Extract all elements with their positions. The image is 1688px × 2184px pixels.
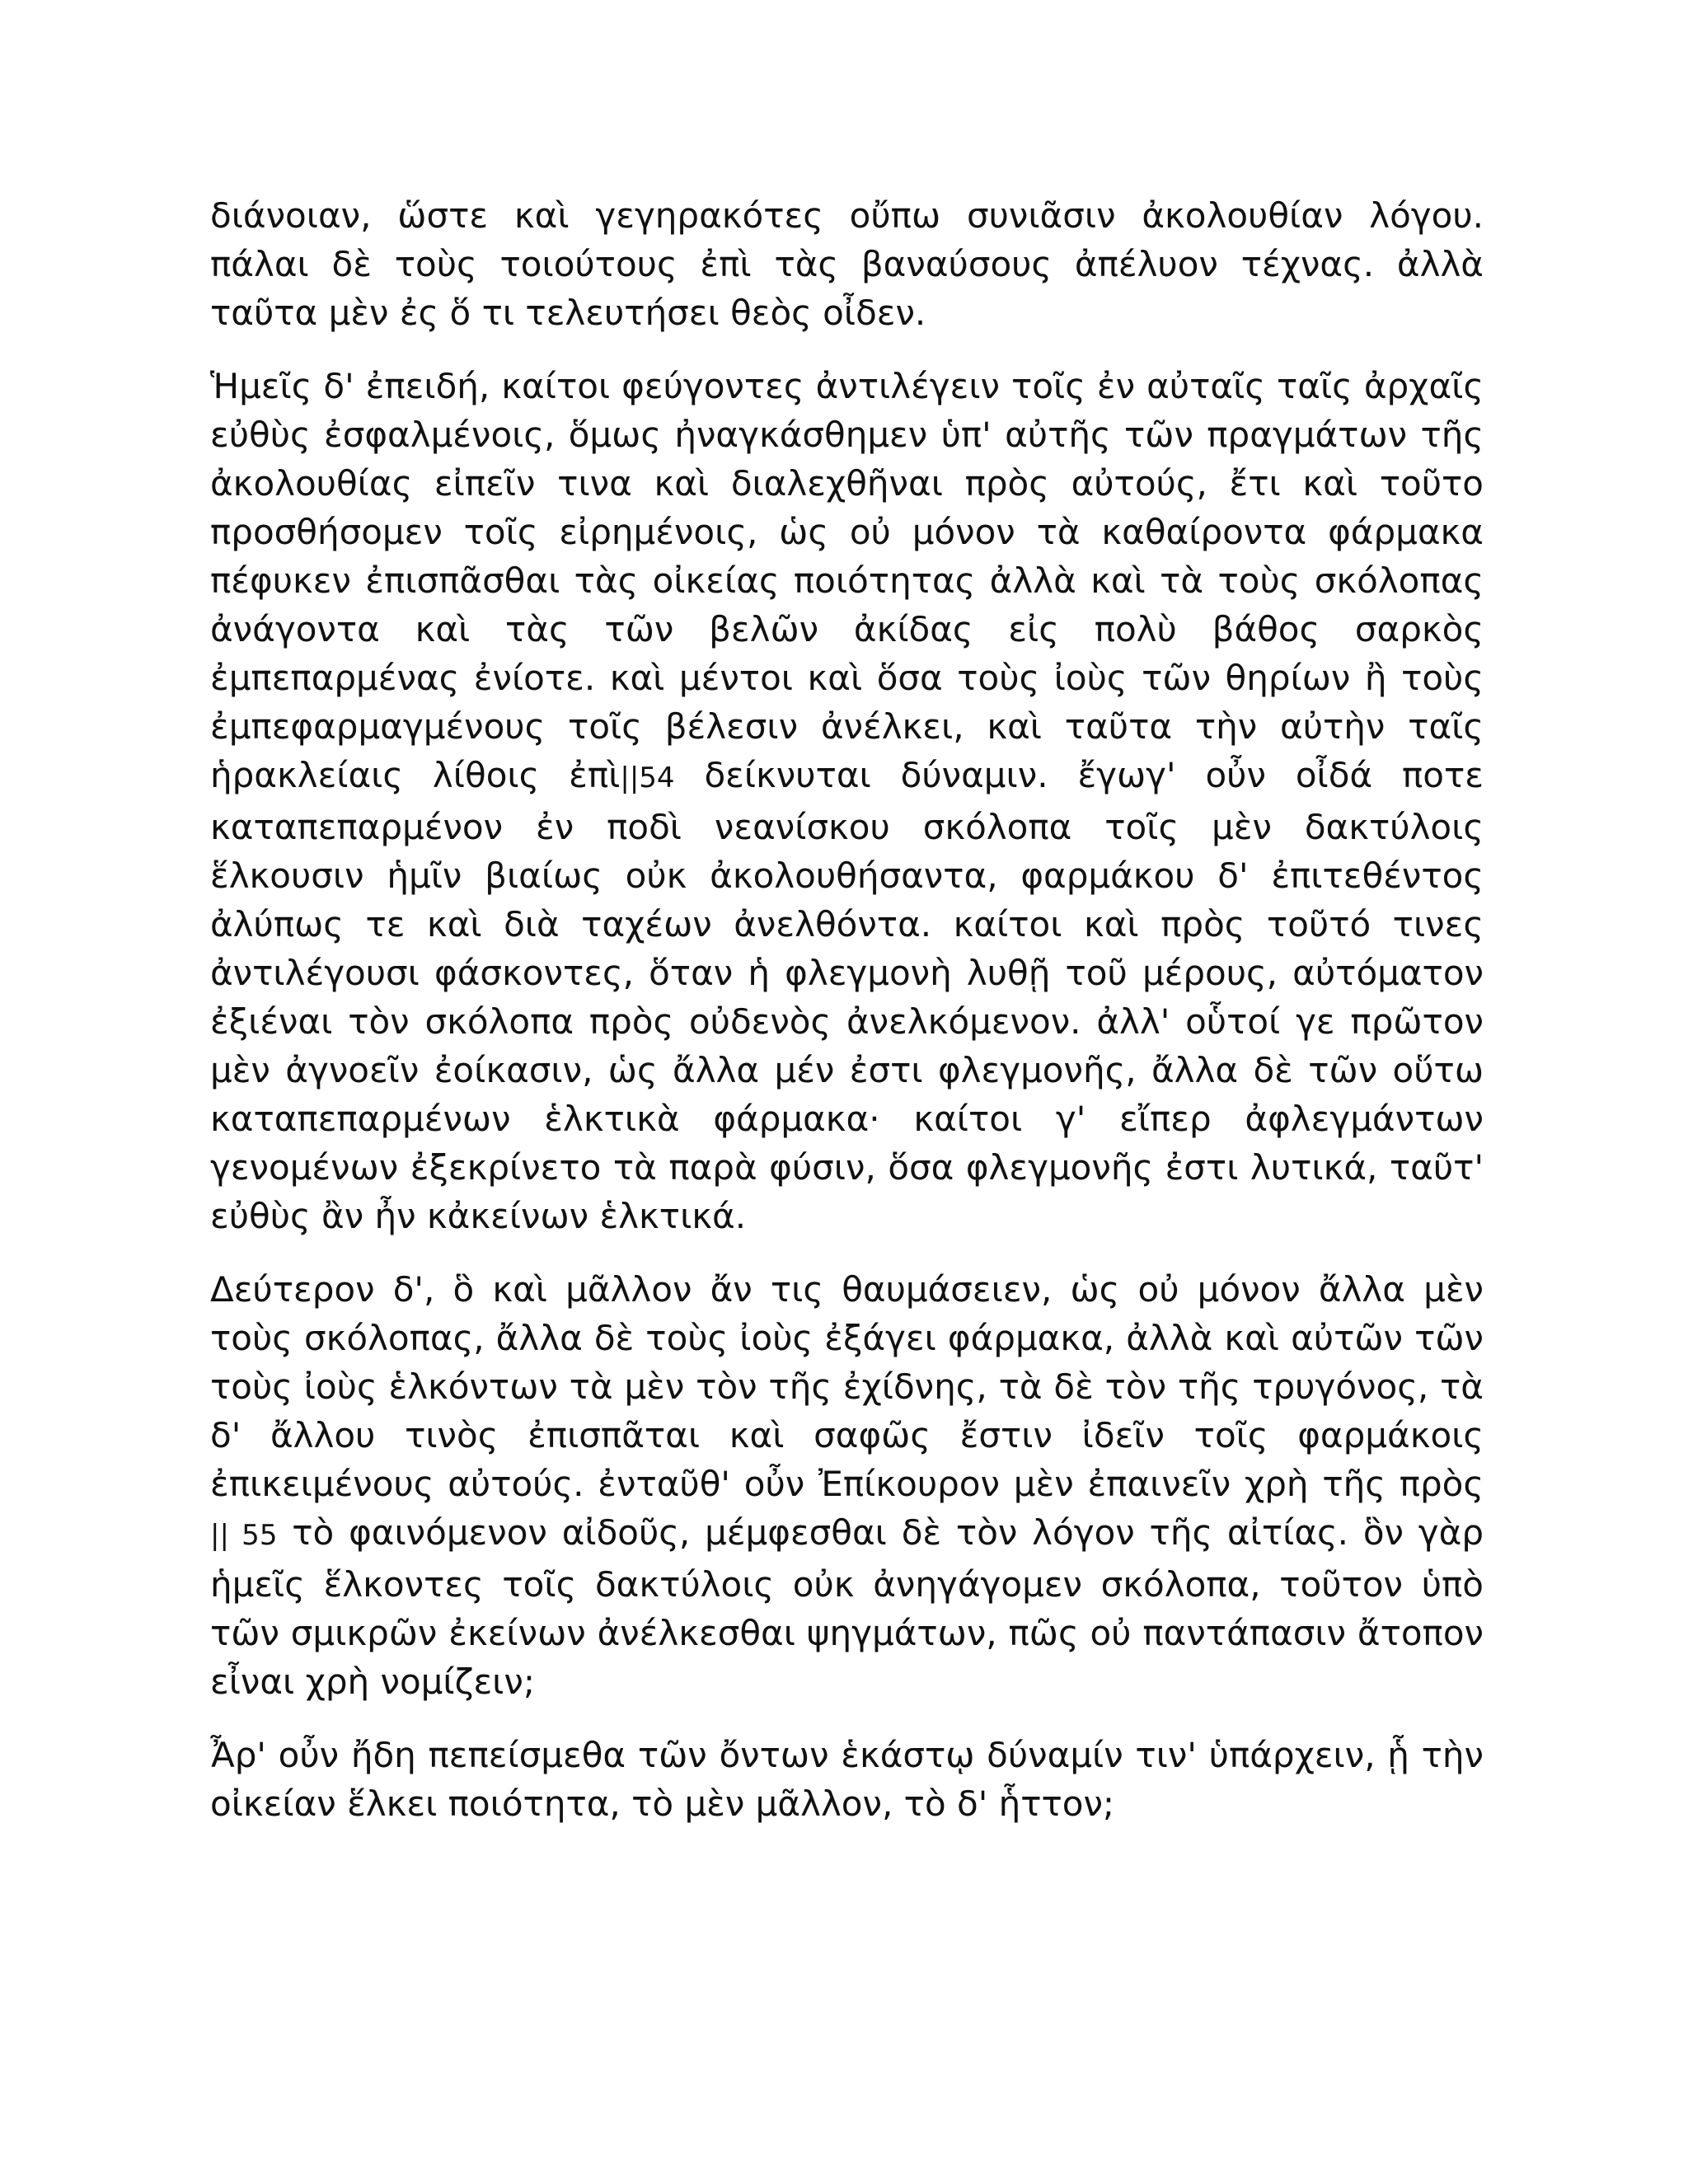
paragraph-2 [210,362,1484,1240]
paragraph-text: διάνοιαν, ὥστε καὶ γεγηρακότες οὔπω συνιᾶσιν ἀκολουθίαν λόγου. πάλαι δὲ τοὺς τοιούτους ἐπὶ τὰς βαναύσους ἀπέλυον τέχνας. ἀλλὰ ταῦτα μὲν ἐς ὅ τι τελευτήσει θεὸς οἶδεν. [210,195,1484,333]
document-page [210,191,1484,1853]
paragraph-text: Ἡμεῖς δ' ἐπειδή, καίτοι φεύγοντες ἀντιλέγειν τοῖς ἐν αὐταῖς ταῖς ἀρχαῖς εὐθὺς ἐσφαλμένοις, ὅμως ἠναγκάσθημεν ὑπ' αὐτῆς τῶν πραγμάτων τῆς ἀκολουθίας εἰπεῖν τινα καὶ διαλεχθῆναι πρὸς αὐτούς, ἔτι καὶ τοῦτο προσθήσομεν τοῖς εἰρημένοις, ὡς οὐ μόνον τὰ καθαίροντα φάρμακα πέφυκεν ἐπισπᾶσθαι τὰς οἰκείας ποιότητας ἀλλὰ καὶ τὰ τοὺς σκόλοπας ἀνάγοντα καὶ τὰς τῶν βελῶν ἀκίδας εἰς πολὺ βάθος σαρκὸς ἐμπεπαρμένας ἐνίοτε. καὶ μέντοι καὶ ὅσα τοὺς ἰοὺς τῶν θηρίων ἢ τοὺς ἐμπεφαρμαγμένους τοῖς βέλεσιν ἀνέλκει, καὶ ταῦτα τὴν αὐτὴν ταῖς ἡρακλείαις λίθοις ἐπὶ [210,366,1484,795]
paragraph-text: δείκνυται δύναμιν. ἔγωγ' οὖν οἶδά ποτε καταπεπαρμένον ἐν ποδὶ νεανίσκου σκόλοπα τοῖς μὲν δακτύλοις ἕλκουσιν ἡμῖν βιαίως οὐκ ἀκολουθήσαντα, φαρμάκου δ' ἐπιτεθέντος ἀλύπως τε καὶ διὰ ταχέων ἀνελθόντα. καίτοι καὶ πρὸς τοῦτό τινες ἀντιλέγουσι φάσκοντες, ὅταν ἡ φλεγμονὴ λυθῇ τοῦ μέρους, αὐτόματον ἐξιέναι τὸν σκόλοπα πρὸς οὐδενὸς ἀνελκόμενον. ἀλλ' οὗτοί γε πρῶτον μὲν ἀγνοεῖν ἐοίκασιν, ὡς ἄλλα μέν ἐστι φλεγμονῆς, ἄλλα δὲ τῶν οὕτω καταπεπαρμένων ἑλκτικὰ φάρμακα· καίτοι γ' εἴπερ ἀφλεγμάντων γενομένων ἐξεκρίνετο τὰ παρὰ φύσιν, ὅσα φλεγμονῆς ἐστι λυτικά, ταῦτ' εὐθὺς ἂν ἦν κἀκείνων ἑλκτικά. [210,755,1484,1236]
page-marker-55: || 55 [210,1519,278,1552]
paragraph-1 [210,191,1484,337]
paragraph-text: Δεύτερον δ', ὃ καὶ μᾶλλον ἄν τις θαυμάσειεν, ὡς οὐ μόνον ἄλλα μὲν τοὺς σκόλοπας, ἄλλα δὲ τοὺς ἰοὺς ἐξάγει φάρμακα, ἀλλὰ καὶ αὐτῶν τῶν τοὺς ἰοὺς ἑλκόντων τὰ μὲν τὸν τῆς ἐχίδνης, τὰ δὲ τὸν τῆς τρυγόνος, τὰ δ' ἄλλου τινὸς ἐπισπᾶται καὶ σαφῶς ἔστιν ἰδεῖν τοῖς φαρμάκοις ἐπικειμένους αὐτούς. ἐνταῦθ' οὖν Ἐπίκουρον μὲν ἐπαινεῖν χρὴ τῆς πρὸς [210,1269,1484,1504]
paragraph-4 [210,1731,1484,1828]
paragraph-text: Ἆρ' οὖν ἤδη πεπείσμεθα τῶν ὄντων ἑκάστῳ δύναμίν τιν' ὑπάρχειν, ᾗ τὴν οἰκείαν ἕλκει ποιότητα, τὸ μὲν μᾶλλον, τὸ δ' ἧττον; [210,1735,1484,1824]
paragraph-text: τὸ φαινόμενον αἰδοῦς, μέμφεσθαι δὲ τὸν λόγον τῆς αἰτίας. ὃν γὰρ ἡμεῖς ἕλκοντες τοῖς δακτύλοις οὐκ ἀνηγάγομεν σκόλοπα, τοῦτον ὑπὸ τῶν σμικρῶν ἐκείνων ἀνέλκεσθαι ψηγμάτων, πῶς οὐ παντάπασιν ἄτοπον εἶναι χρὴ νομίζειν; [210,1512,1484,1702]
paragraph-3 [210,1265,1484,1706]
page-marker-54: ||54 [620,762,675,794]
